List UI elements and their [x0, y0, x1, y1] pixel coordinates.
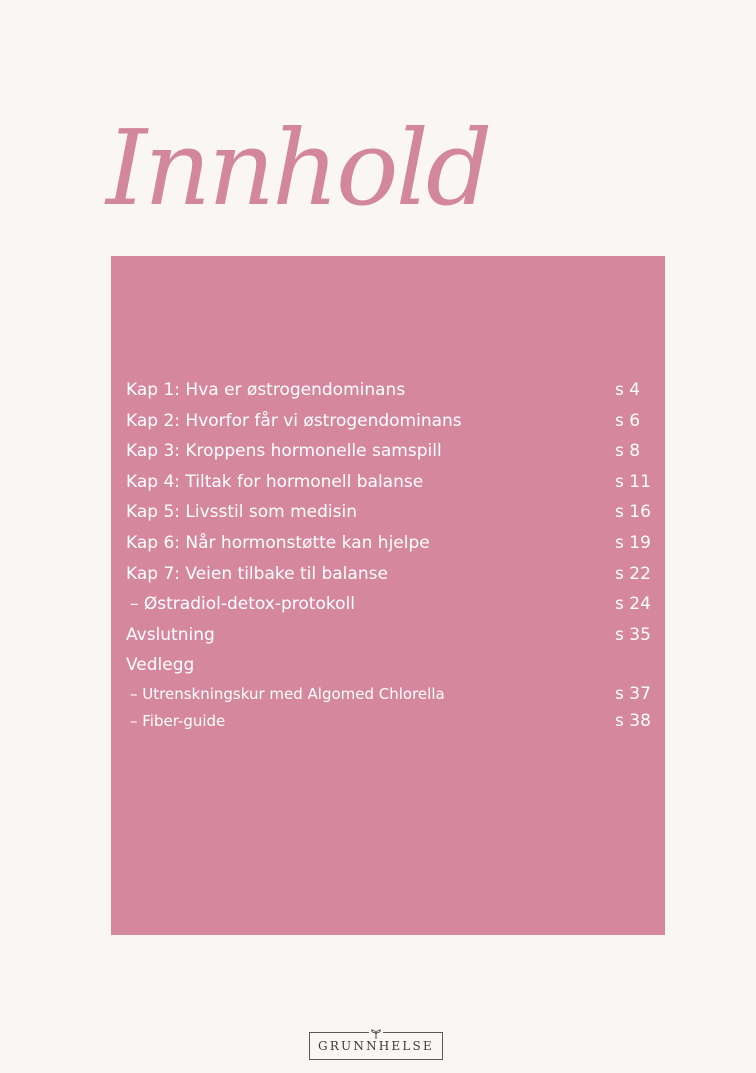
toc-entry-label: – Utrenskningskur med Algomed Chlorella	[130, 684, 445, 703]
toc-entry-kap-6[interactable]	[126, 528, 651, 559]
toc-entry-label: Kap 1: Hva er østrogendominans	[126, 380, 406, 400]
toc-entry-page: s 37	[615, 683, 651, 704]
toc-entry-page: s 35	[615, 624, 651, 645]
toc-entry-page: s 22	[615, 563, 651, 584]
toc-entry-vedlegg	[126, 650, 651, 681]
toc-entry-kap-2[interactable]	[126, 406, 651, 437]
toc-entry-page: s 19	[615, 532, 651, 553]
toc-entry-label: Kap 5: Livsstil som medisin	[126, 502, 358, 523]
sprout-icon	[369, 1025, 383, 1037]
toc-entry-label: – Østradiol-detox-protokoll	[130, 594, 355, 615]
toc-entry-kap-5[interactable]	[126, 497, 651, 528]
toc-entry-label: Vedlegg	[126, 655, 195, 676]
toc-entry-page: s 16	[615, 502, 651, 523]
toc-entry-avslutning[interactable]	[126, 620, 651, 651]
brand-logo-text: GRUNNHELSE	[318, 1039, 434, 1053]
toc-entry-page: s 11	[615, 471, 651, 492]
toc-entry-page: s 38	[615, 710, 651, 731]
toc-entry-page: s 24	[615, 594, 651, 615]
toc-entry-detox-protokoll[interactable]	[126, 589, 651, 620]
toc-entry-kap-4[interactable]	[126, 467, 651, 498]
toc-list	[126, 375, 651, 735]
toc-entry-utrenskningskur[interactable]	[126, 681, 651, 708]
table-of-contents-panel	[111, 256, 665, 935]
toc-entry-label: Kap 6: Når hormonstøtte kan hjelpe	[126, 532, 430, 553]
toc-entry-label: – Fiber-guide	[130, 711, 226, 730]
toc-entry-page: s 6	[615, 410, 641, 431]
page-title: Innhold	[106, 107, 490, 229]
brand-logo	[309, 1032, 443, 1060]
toc-entry-label: Avslutning	[126, 624, 215, 645]
toc-entry-label: Kap 2: Hvorfor får vi østrogendominans	[126, 410, 462, 431]
toc-entry-label: Kap 7: Veien tilbake til balanse	[126, 563, 388, 584]
toc-entry-fiber-guide[interactable]	[126, 708, 651, 735]
toc-entry-page: s 4	[615, 380, 641, 400]
toc-entry-page: s 8	[615, 441, 641, 462]
toc-entry-label: Kap 4: Tiltak for hormonell balanse	[126, 471, 424, 492]
toc-entry-kap-3[interactable]	[126, 436, 651, 467]
toc-entry-label: Kap 3: Kroppens hormonelle samspill	[126, 441, 442, 462]
toc-entry-kap-1[interactable]	[126, 375, 651, 406]
toc-entry-kap-7[interactable]	[126, 559, 651, 590]
